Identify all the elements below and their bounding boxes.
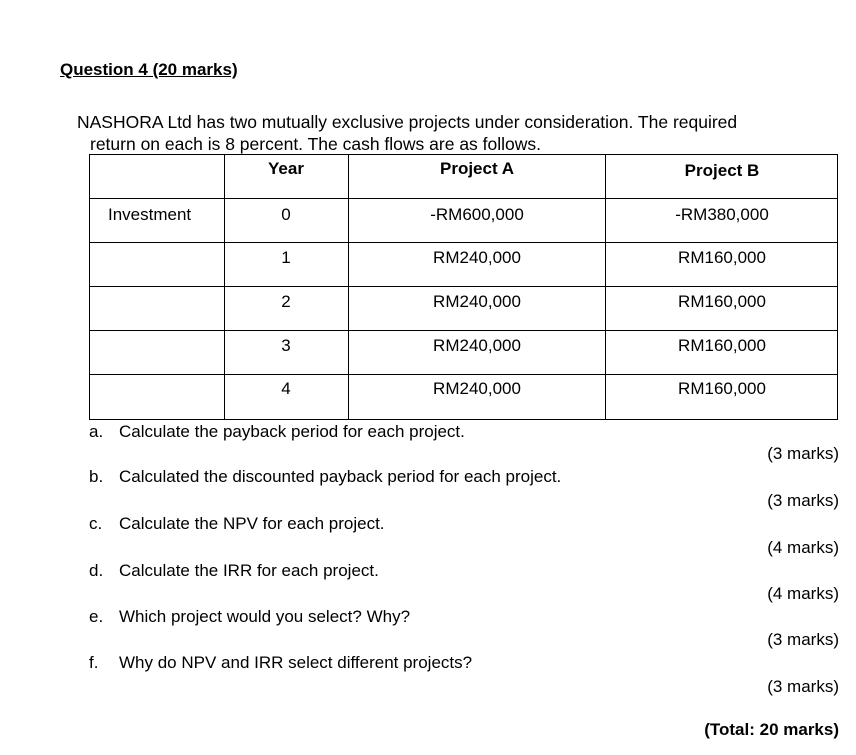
question-text: Calculate the IRR for each project. (119, 561, 379, 580)
question-marks: (3 marks) (767, 677, 839, 696)
question-marks: (3 marks) (767, 630, 839, 649)
question-title: Question 4 (20 marks) (60, 60, 238, 79)
question-text: Why do NPV and IRR select different projects? (119, 653, 473, 672)
question-item (89, 514, 385, 534)
project-b-cell: -RM380,000 (675, 205, 769, 224)
project-b-cell: RM160,000 (678, 292, 766, 311)
year-cell: 2 (281, 292, 291, 311)
project-b-cell: RM160,000 (678, 379, 766, 398)
intro-text-line-1: NASHORA Ltd has two mutually exclusive projects under consideration. The required (77, 112, 738, 132)
question-text: Which project would you select? Why? (119, 607, 411, 626)
question-item (89, 422, 465, 442)
question-text: Calculate the payback period for each project. (119, 422, 465, 441)
question-marks: (4 marks) (767, 538, 839, 557)
question-item (89, 653, 472, 673)
header-year: Year (268, 159, 304, 178)
question-item (89, 467, 561, 487)
project-a-cell: RM240,000 (433, 248, 521, 267)
header-project-a: Project A (439, 159, 515, 178)
project-a-cell: RM240,000 (433, 336, 521, 355)
question-letter: a. (89, 422, 104, 441)
cash-flow-table (89, 154, 838, 420)
question-text: Calculated the discounted payback period for each project. (119, 467, 562, 486)
project-a-cell: RM240,000 (433, 292, 521, 311)
year-cell: 4 (281, 379, 291, 398)
intro-text-line-2: return on each is 8 percent. The cash flows are as follows. (90, 134, 542, 154)
question-marks: (3 marks) (767, 444, 839, 463)
question-marks: (3 marks) (767, 491, 839, 510)
question-marks: (4 marks) (767, 584, 839, 603)
year-cell: 3 (281, 336, 291, 355)
question-item (89, 607, 410, 627)
question-item (89, 561, 379, 581)
question-letter: c. (89, 514, 103, 533)
year-cell: 1 (281, 248, 291, 267)
total-marks: (Total: 20 marks) (704, 720, 839, 739)
question-letter: f. (89, 653, 99, 672)
header-project-b: Project B (684, 161, 760, 180)
project-b-cell: RM160,000 (678, 248, 766, 267)
question-letter: d. (89, 561, 104, 580)
question-letter: e. (89, 607, 104, 626)
question-letter: b. (89, 467, 104, 486)
project-a-cell: RM240,000 (433, 379, 521, 398)
project-a-cell: -RM600,000 (430, 205, 524, 224)
project-b-cell: RM160,000 (678, 336, 766, 355)
row-label: Investment (108, 205, 192, 224)
year-cell: 0 (281, 205, 291, 224)
question-text: Calculate the NPV for each project. (119, 514, 385, 533)
